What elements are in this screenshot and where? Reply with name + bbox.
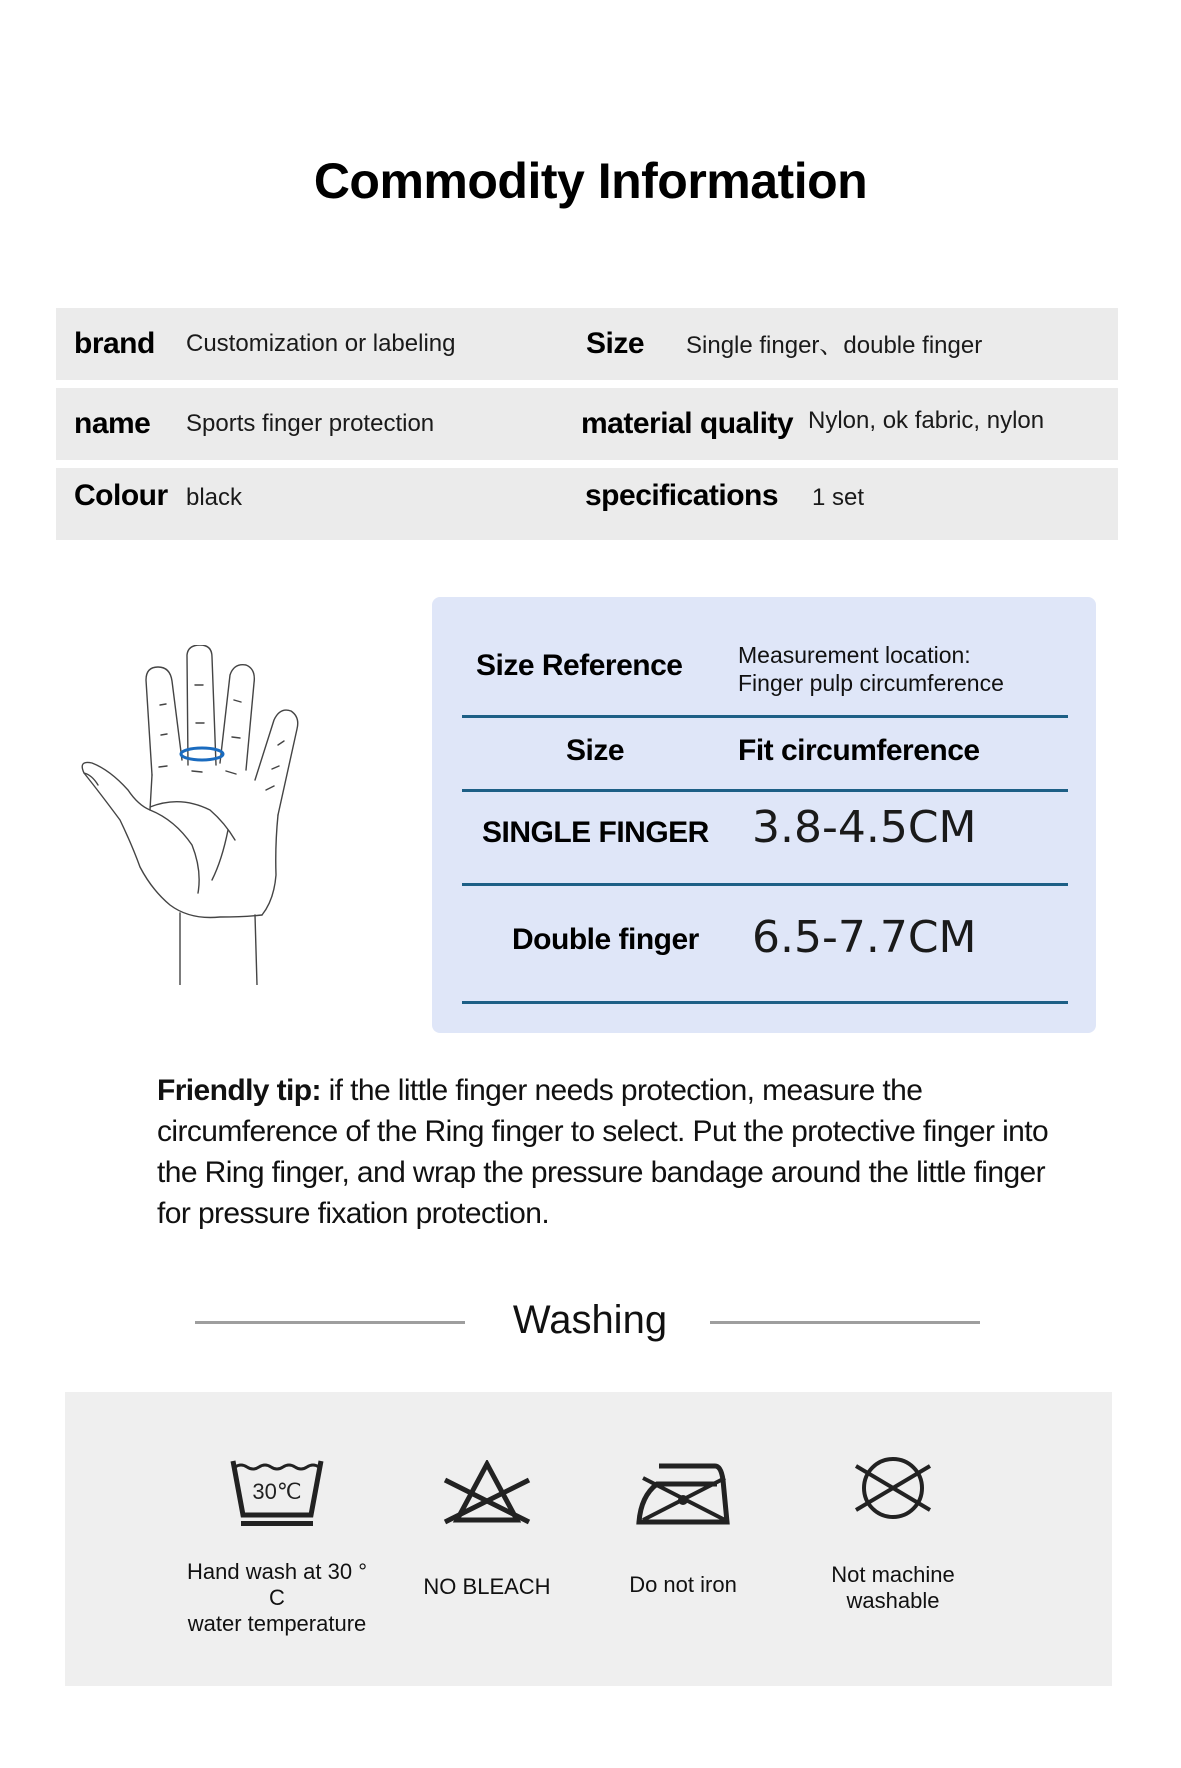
brand-value: Customization or labeling (186, 330, 456, 357)
do-not-iron-label: Do not iron (629, 1572, 737, 1597)
info-row-brand (56, 308, 1118, 380)
not-machine-washable-label-line1: Not machine (831, 1562, 955, 1587)
material-value: Nylon, ok fabric, nylon (808, 407, 1045, 434)
do-not-iron-icon (633, 1460, 733, 1528)
wash-item-do-not-iron (583, 1460, 783, 1598)
material-label: material quality (581, 407, 794, 440)
wash-item-no-bleach (387, 1460, 587, 1600)
size-label: Size (586, 327, 645, 360)
fit-single-finger: 3.8-4.5CM (752, 802, 977, 853)
measurement-note-line1: Measurement location: (738, 642, 971, 668)
not-machine-washable-label-line2: washable (846, 1588, 940, 1613)
colour-label: Colour (74, 479, 168, 512)
hand-wash-label-line1: Hand wash at 30 ° C (186, 1559, 368, 1610)
divider (462, 1001, 1068, 1004)
hand-wash-label-line2: water temperature (187, 1611, 367, 1636)
divider (462, 883, 1068, 886)
no-bleach-label: NO BLEACH (423, 1574, 551, 1599)
wash-item-hand-wash (177, 1457, 377, 1637)
size-reference-title: Size Reference (476, 649, 683, 682)
washing-divider-left (195, 1321, 465, 1324)
measurement-note-line2: Finger pulp circumference (738, 670, 1004, 696)
no-bleach-icon (439, 1460, 535, 1528)
washing-title: Washing (512, 1298, 668, 1342)
size-reference-panel (432, 597, 1096, 1033)
size-single-finger: SINGLE FINGER (482, 816, 709, 849)
hand-outline-icon (80, 645, 320, 985)
not-machine-washable-icon (848, 1452, 938, 1524)
specifications-label: specifications (585, 479, 779, 512)
tip-label: Friendly tip: (157, 1074, 321, 1107)
divider (462, 789, 1068, 792)
friendly-tip (157, 1070, 1057, 1234)
size-value: Single finger、double finger (686, 332, 983, 359)
hand-wash-30c-icon (227, 1457, 327, 1529)
info-row-name (56, 388, 1118, 460)
fit-column-header: Fit circumference (738, 734, 980, 767)
washing-panel (65, 1392, 1112, 1686)
hand-illustration (80, 645, 320, 985)
washing-divider-right (710, 1321, 980, 1324)
colour-value: black (186, 484, 243, 511)
specifications-value: 1 set (812, 484, 865, 511)
info-row-colour (56, 468, 1118, 540)
brand-label: brand (74, 327, 155, 360)
name-value: Sports finger protection (186, 410, 435, 437)
wash-item-not-machine-washable (793, 1452, 993, 1614)
size-double-finger: Double finger (512, 923, 699, 956)
tip-text: if the little finger needs protection, measure the circumference of the Ring finger to select. Put the protective finger into the Ring finger, and wrap the pressure bandage around the little finger for pressure fixation protection. (157, 1074, 1049, 1230)
size-column-header: Size (566, 734, 625, 767)
svg-text:30℃: 30℃ (252, 1479, 302, 1504)
page-title: Commodity Information (313, 153, 868, 209)
divider (462, 715, 1068, 718)
name-label: name (74, 407, 151, 440)
fit-double-finger: 6.5-7.7CM (752, 912, 977, 963)
